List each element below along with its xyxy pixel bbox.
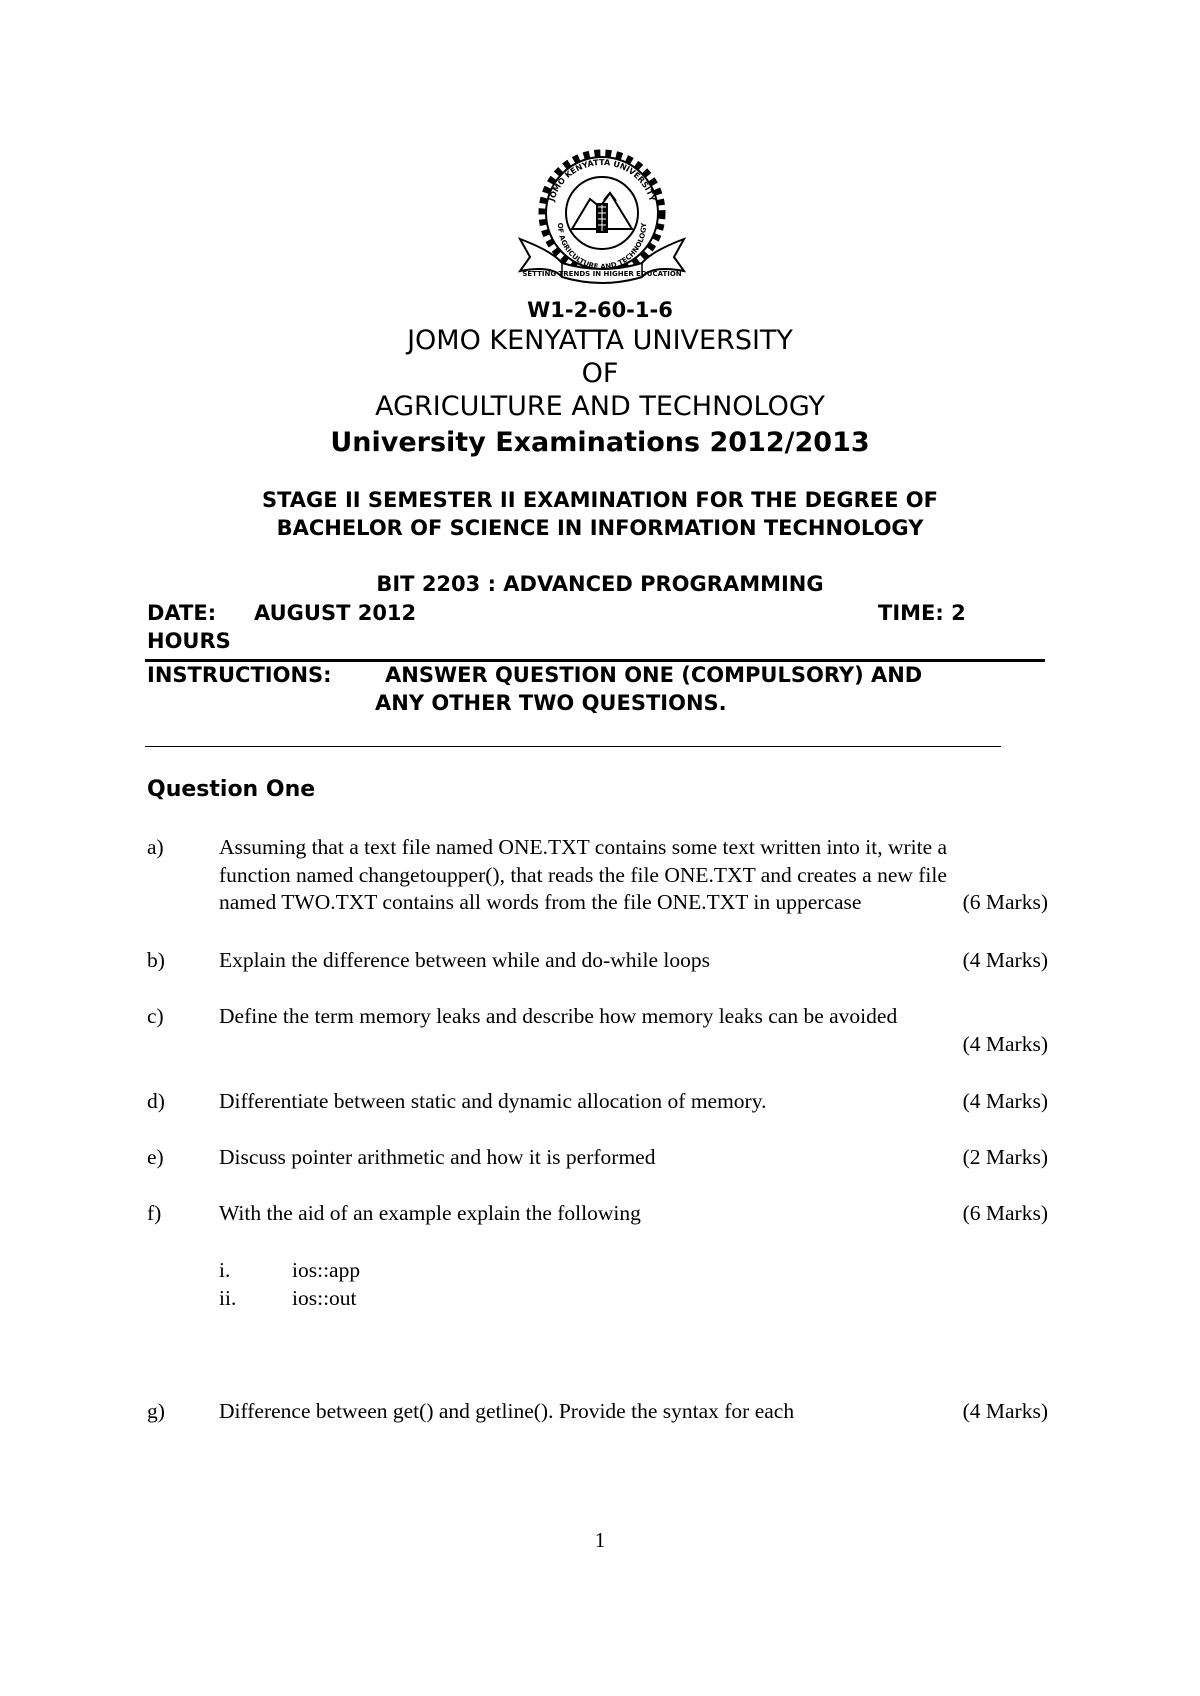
question-letter: f)	[147, 1201, 162, 1225]
question-text-line-last: named TWO.TXT contains all words from the file ONE.TXT in uppercase	[219, 890, 862, 914]
question-text-line: function named changetoupper(), that reads the file ONE.TXT and creates a new file	[219, 862, 947, 887]
question-text-line	[219, 889, 1049, 917]
question-one-title: Question One	[147, 777, 316, 802]
question-marks: (6 Marks)	[962, 890, 1048, 914]
stage-line2: BACHELOR OF SCIENCE IN INFORMATION TECHNOLOGY	[276, 516, 924, 540]
page-number: 1	[594, 1528, 606, 1552]
question-marks: (4 Marks)	[962, 1089, 1048, 1113]
university-seal-icon	[512, 143, 692, 295]
university-name-line3: AGRICULTURE AND TECHNOLOGY	[375, 391, 825, 422]
question-text: Discuss pointer arithmetic and how it is performed	[219, 1145, 656, 1169]
question-text: Differentiate between static and dynamic allocation of memory.	[219, 1089, 767, 1113]
exam-code: W1-2-60-1-6	[527, 298, 673, 322]
question-text: Define the term memory leaks and describe how memory leaks can be avoided	[219, 1004, 898, 1028]
instructions-line2: ANY OTHER TWO QUESTIONS.	[375, 691, 727, 715]
question-text: With the aid of an example explain the following	[219, 1201, 641, 1225]
university-name-line1: JOMO KENYATTA UNIVERSITY	[407, 325, 793, 356]
svg-text:JOMO KENYATTA UNIVERSITY: JOMO KENYATTA UNIVERSITY	[547, 157, 657, 203]
question-letter: g)	[147, 1399, 165, 1423]
sub-item-text: ios::out	[292, 1286, 357, 1310]
question-text-line: Assuming that a text file named ONE.TXT contains some text written into it, write a	[219, 835, 948, 859]
question-letter: a)	[147, 835, 164, 859]
time-label: TIME: 2	[878, 601, 966, 625]
question-letter: d)	[147, 1089, 165, 1113]
svg-text:SETTING TRENDS IN HIGHER EDUCA: SETTING TRENDS IN HIGHER EDUCATION	[522, 270, 682, 278]
question-marks: (2 Marks)	[962, 1145, 1048, 1169]
question-letter: c)	[147, 1004, 164, 1028]
course-title: BIT 2203 : ADVANCED PROGRAMMING	[376, 572, 824, 596]
question-text	[219, 834, 1049, 917]
instructions-label: INSTRUCTIONS:	[147, 663, 332, 687]
question-marks: (4 Marks)	[962, 1031, 1048, 1056]
question-marks: (6 Marks)	[962, 1201, 1048, 1225]
stage-line1: STAGE II SEMESTER II EXAMINATION FOR THE DEGREE OF	[261, 488, 939, 512]
instructions-line1: ANSWER QUESTION ONE (COMPULSORY) AND	[385, 663, 923, 687]
question-marks: (4 Marks)	[962, 1399, 1048, 1423]
time-continuation: HOURS	[147, 629, 231, 653]
exam-session: University Examinations 2012/2013	[330, 427, 870, 458]
question-text: Difference between get() and getline(). Provide the syntax for each	[219, 1399, 795, 1423]
date-label: DATE:	[147, 601, 217, 625]
question-letter: e)	[147, 1145, 164, 1169]
sub-item-text: ios::app	[292, 1258, 361, 1282]
question-letter: b)	[147, 948, 165, 972]
instructions-divider	[145, 746, 1001, 747]
header-divider	[145, 659, 1045, 662]
question-text: Explain the difference between while and do-while loops	[219, 948, 710, 972]
svg-text:OF AGRICULTURE AND TECHNOLOGY: OF AGRICULTURE AND TECHNOLOGY	[555, 222, 649, 272]
sub-item-numeral: ii.	[219, 1286, 237, 1310]
sub-item-numeral: i.	[219, 1258, 231, 1282]
date-value: AUGUST 2012	[254, 601, 417, 625]
question-marks: (4 Marks)	[962, 948, 1048, 972]
university-name-line2: OF	[581, 358, 619, 389]
